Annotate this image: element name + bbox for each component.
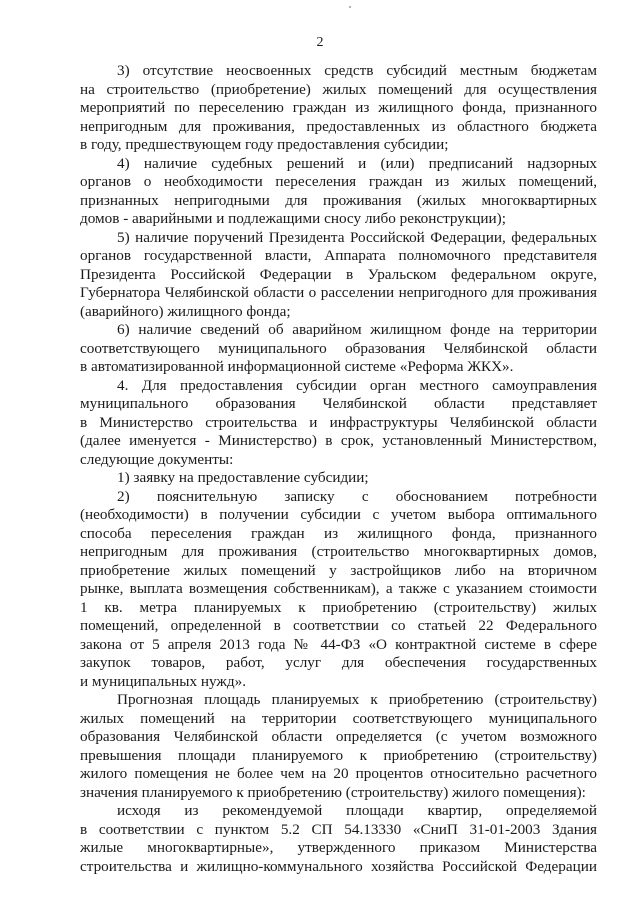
text-line: (аварийного) жилищного фонда;	[80, 302, 291, 320]
text-line: Прогнозная площадь планируемых к приобретению (строительству)	[117, 691, 597, 708]
text-line: в Министерство строительства и инфраструктуры Челябинской области	[80, 413, 597, 431]
text-line: в автоматизированной информационной системе «Реформа ЖКХ».	[80, 358, 514, 375]
text-line: муниципального образования Челябинской области представляет	[80, 395, 597, 412]
text-line: Президента Российской Федерации в Уральском федеральном округе,	[80, 265, 597, 283]
text-line: 5) наличие поручений Президента Российской Федерации, федеральных	[117, 228, 597, 246]
text-line: рынке, выплата возмещения собственникам), а также с указанием стоимости	[80, 580, 597, 597]
text-line: 3) отсутствие неосвоенных средств субсидий местным бюджетам	[117, 62, 597, 79]
text-line: органов государственной власти, Аппарата полномочного представителя	[80, 247, 597, 264]
text-line: приобретение жилых помещений у застройщиков либо на вторичном	[80, 561, 597, 579]
text-line: 6) наличие сведений об аварийном жилищном фонде на территории	[117, 321, 597, 338]
text-line: признанных непригодными для проживания (жилых многоквартирных	[80, 191, 597, 209]
text-line: в году, предшествующем году предоставления субсидии;	[80, 136, 449, 153]
text-line: строительства и жилищно-коммунального хозяйства Российской Федерации	[80, 857, 597, 875]
text-line: 2) пояснительную записку с обоснованием потребности	[117, 487, 597, 505]
text-line: следующие документы:	[80, 450, 234, 468]
text-line: (далее именуется - Министерство) в срок, установленный Министерством,	[80, 432, 597, 449]
text-line: соответствующего муниципального образования Челябинской области	[80, 339, 597, 357]
scan-speck	[349, 6, 351, 8]
document-body	[80, 62, 597, 876]
text-line: способа переселения граждан из жилищного фонда, признанного	[80, 524, 597, 542]
text-line: 4. Для предоставления субсидии орган местного самоуправления	[117, 376, 597, 394]
text-line: закупок товаров, работ, услуг для обеспечения государственных	[80, 654, 597, 671]
text-line: (необходимости) в получении субсидии с учетом выбора оптимального	[80, 506, 597, 523]
text-line: непригодным для проживания (строительство многоквартирных домов,	[80, 543, 597, 560]
text-line: органов о необходимости переселения граждан из жилых помещений,	[80, 173, 597, 190]
text-line: домов - аварийными и подлежащими сносу либо реконструкции);	[80, 210, 506, 227]
text-line: мероприятий по переселению граждан из жилищного фонда, признанного	[80, 99, 597, 116]
text-line: исходя из рекомендуемой площади квартир, определяемой	[117, 802, 597, 819]
text-line: превышения площади планируемого к приобретению (строительству)	[80, 746, 597, 764]
text-line: 1 кв. метра планируемых к приобретению (строительству) жилых	[80, 598, 597, 616]
text-line: на строительство (приобретение) жилых помещений для осуществления	[80, 80, 597, 98]
text-line: закона от 5 апреля 2013 года № 44-ФЗ «О контрактной системе в сфере	[80, 635, 597, 653]
text-line: и муниципальных нужд».	[80, 672, 247, 690]
text-line: жилого помещения не более чем на 20 процентов относительно расчетного	[80, 765, 597, 782]
text-line: помещений, определенной в соответствии со статьей 22 Федерального	[80, 617, 597, 634]
text-line: образования Челябинской области определяется (с учетом возможного	[80, 728, 597, 745]
text-line: Губернатора Челябинской области о расселении непригодного для проживания	[80, 284, 597, 301]
text-line: 1) заявку на предоставление субсидии;	[117, 469, 369, 486]
text-line: жилых помещений на территории соответствующего муниципального	[80, 709, 597, 727]
text-line: в соответствии с пунктом 5.2 СП 54.13330 «СниП 31-01-2003 Здания	[80, 820, 597, 838]
text-line: 4) наличие судебных решений и (или) предписаний надзорных	[117, 154, 597, 172]
text-line: жилые многоквартирные», утвержденного приказом Министерства	[80, 839, 597, 856]
text-line: значения планируемого к приобретению (строительству) жилого помещения):	[80, 783, 586, 801]
text-line: непригодным для проживания, предоставленных из областного бюджета	[80, 117, 597, 135]
page-number: 2	[316, 35, 324, 50]
